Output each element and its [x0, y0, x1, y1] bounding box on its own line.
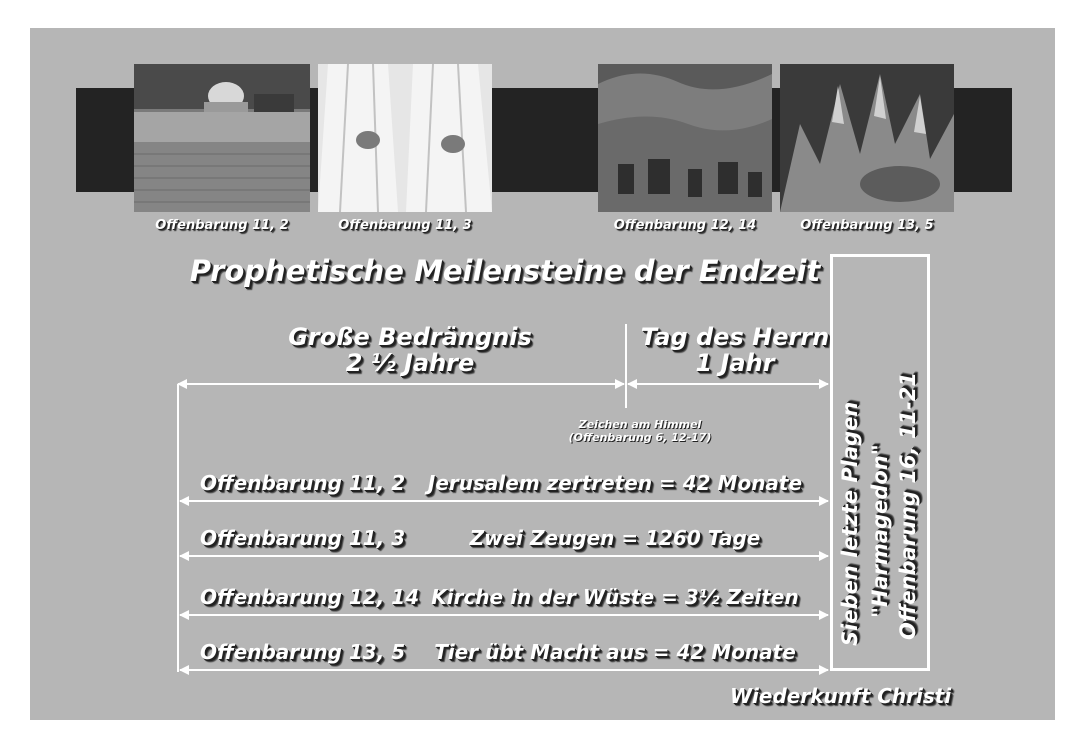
photo-caption: Offenbarung 12, 14	[613, 218, 757, 233]
box-line-reference: Offenbarung 16, 11-21	[896, 371, 920, 640]
photo-caption: Offenbarung 13, 5	[800, 218, 934, 233]
period-day-of-lord-duration: 1 Jahr	[695, 349, 775, 377]
row-reference: Offenbarung 12, 14	[200, 585, 420, 609]
box-line-harmagedon: "Harmagedon"	[868, 444, 892, 618]
row-reference: Offenbarung 11, 3	[200, 526, 406, 550]
row-reference: Offenbarung 11, 2	[200, 471, 406, 495]
row-reference: Offenbarung 13, 5	[200, 640, 406, 664]
row-text: Jerusalem zertreten = 42 Monate	[427, 471, 803, 495]
photo-caption: Offenbarung 11, 3	[338, 218, 472, 233]
sign-line: Zeichen am Himmel	[578, 418, 702, 431]
diagram-panel	[30, 28, 1055, 720]
period-day-of-lord-name: Tag des Herrn	[640, 323, 830, 351]
box-line-plagues: Sieben letzte Plagen	[838, 401, 862, 646]
row-text: Kirche in der Wüste = 3½ Zeiten	[431, 585, 799, 609]
row-text: Tier übt Macht aus = 42 Monate	[434, 640, 796, 664]
row-text: Zwei Zeugen = 1260 Tage	[469, 526, 761, 550]
second-coming-label: Wiederkunft Christi	[730, 684, 952, 708]
diagram-title: Prophetische Meilensteine der Endzeit	[189, 254, 821, 288]
photo-caption: Offenbarung 11, 2	[155, 218, 289, 233]
sign-reference: (Offenbarung 6, 12-17)	[568, 431, 712, 444]
period-tribulation-name: Große Bedrängnis	[288, 323, 532, 351]
period-tribulation-duration: 2 ½ Jahre	[345, 349, 475, 377]
